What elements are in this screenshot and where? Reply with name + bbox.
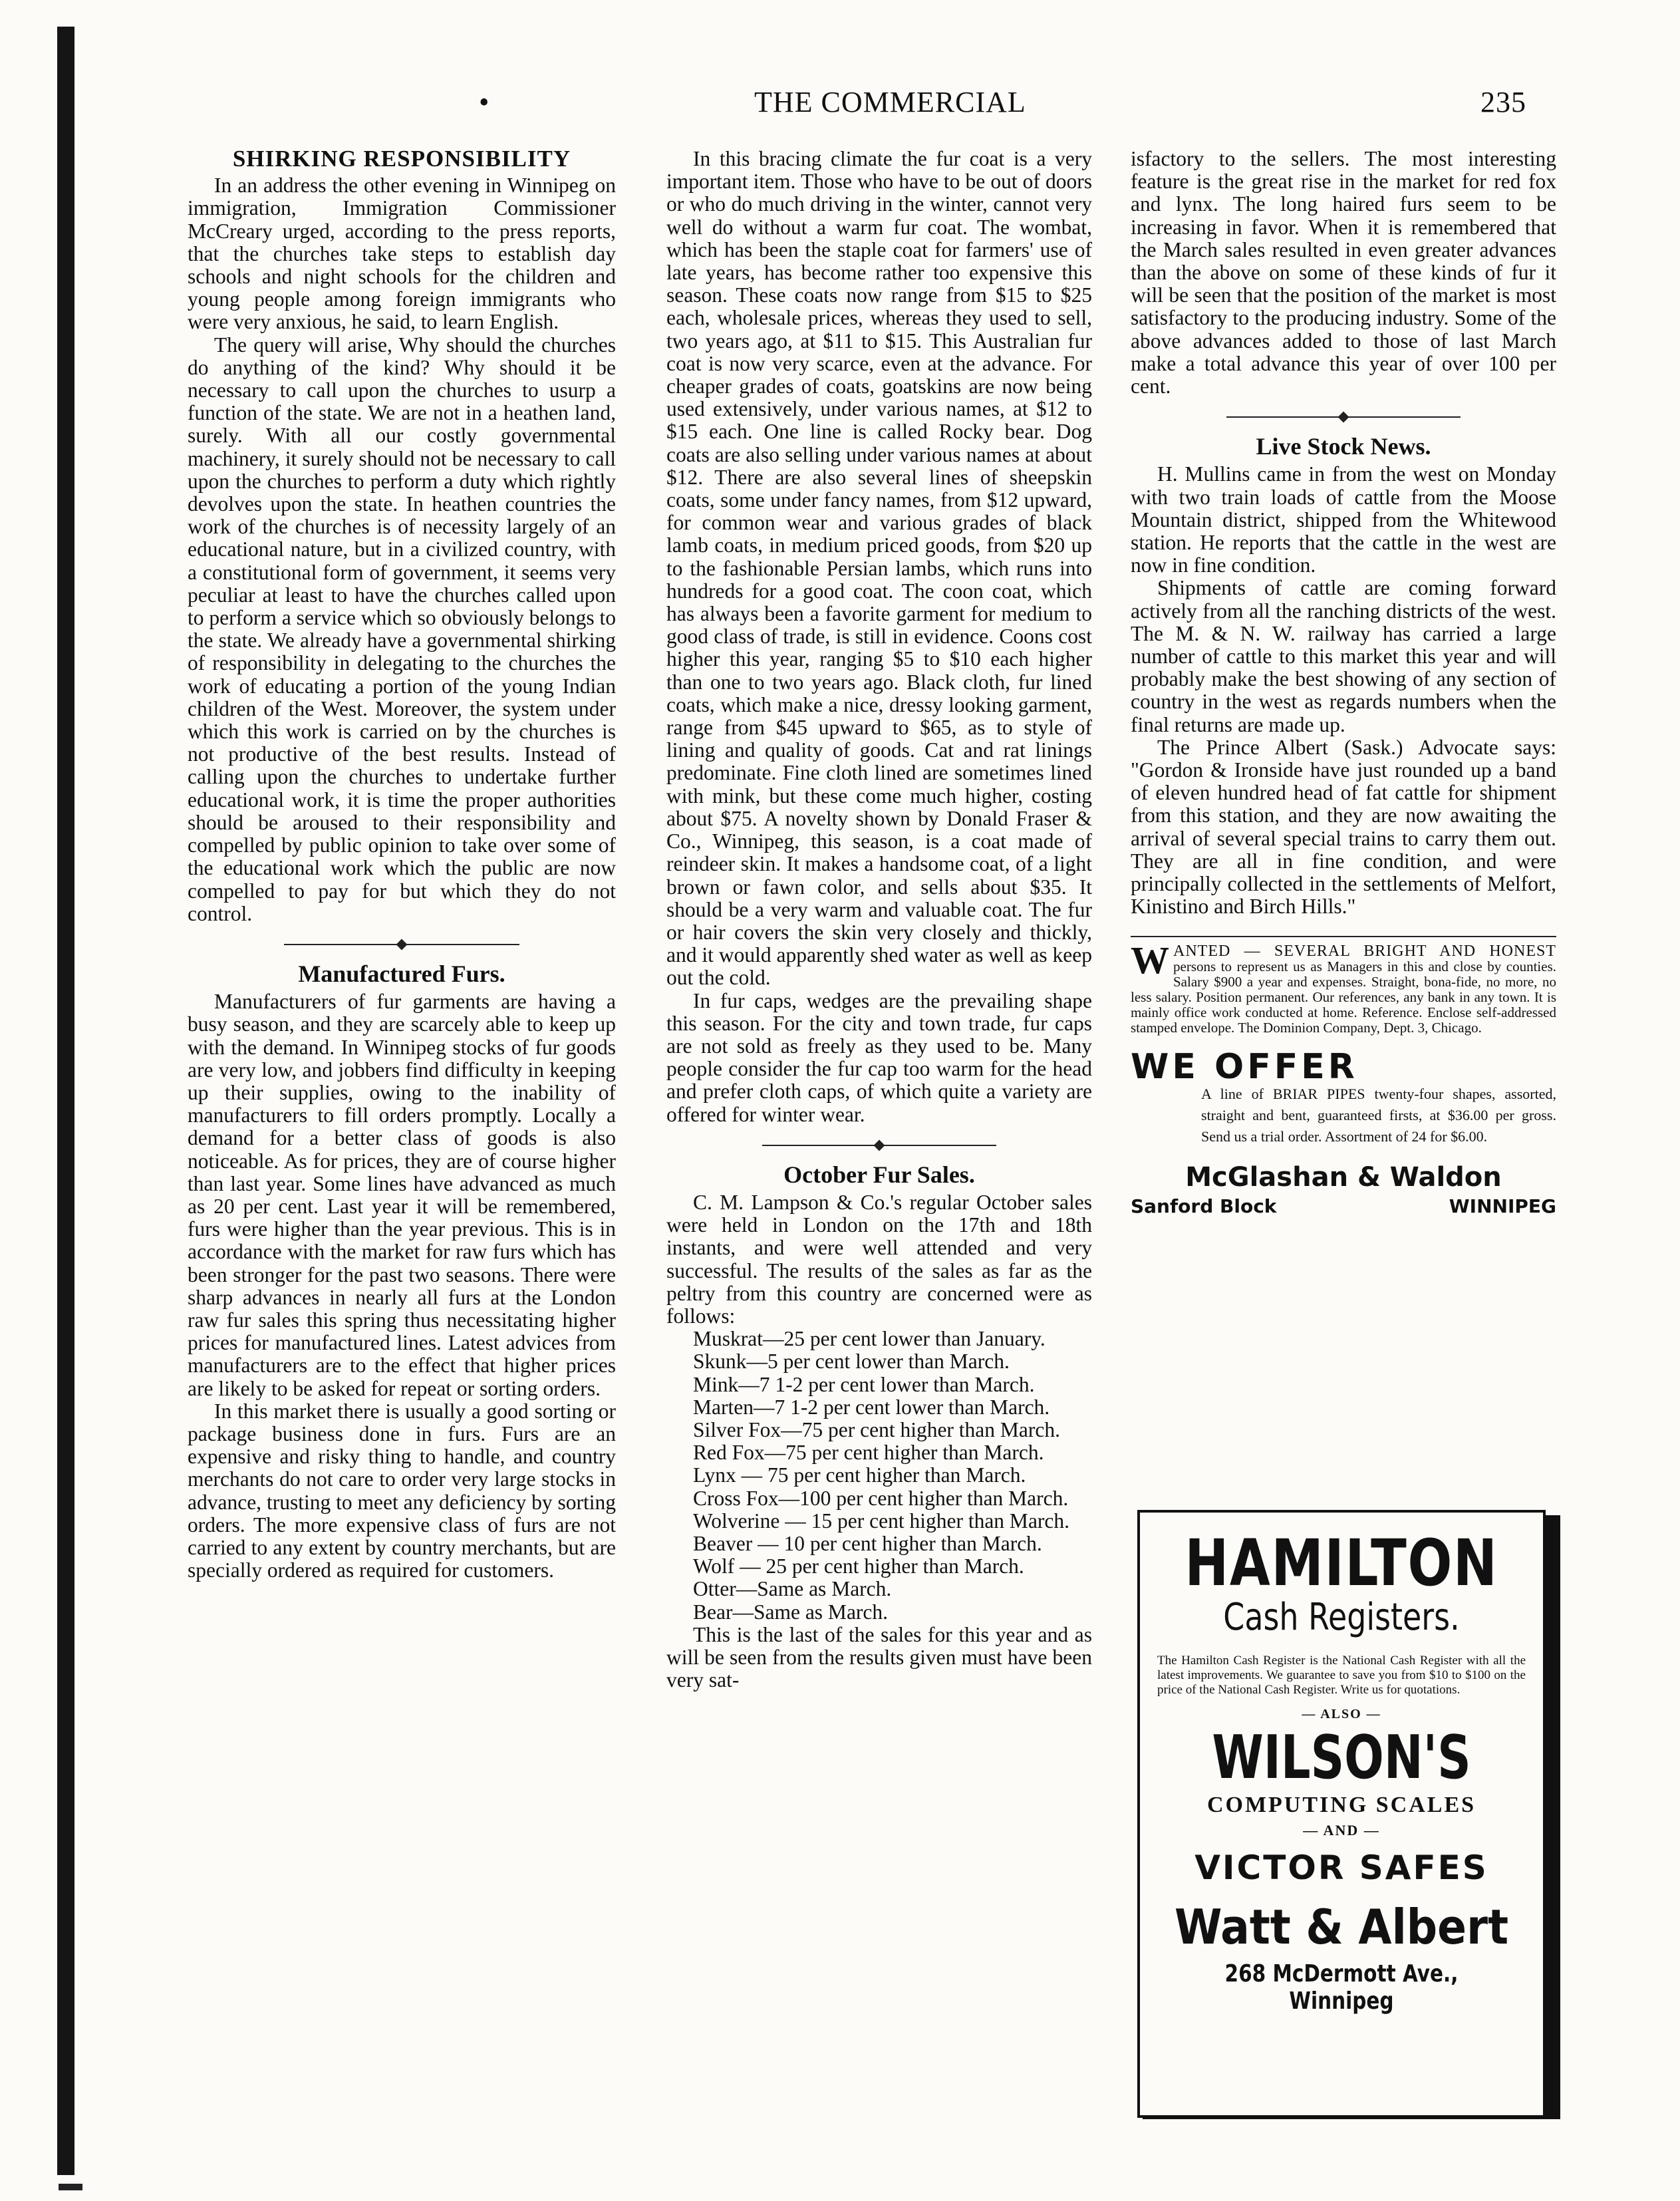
article-heading-shirking: SHIRKING RESPONSIBILITY — [232, 146, 571, 172]
firm-city: WINNIPEG — [1449, 1195, 1556, 1217]
list-item: Red Fox—75 per cent higher than March. — [693, 1441, 1044, 1465]
header-bullet: • — [479, 86, 490, 118]
paragraph: Shipments of cattle are coming forward actively from all the ranching districts of the west. The M. & N. W. railway has carried a large number of cattle to this market this year and will probably make the best showing of any section of country in the west as regards numbers when the final returns are made up. — [1131, 576, 1556, 736]
ad-address: 268 McDermott Ave., Winnipeg — [1224, 1960, 1459, 2015]
firm-name: McGlashan & Waldon — [1185, 1161, 1502, 1193]
column-3 — [1131, 148, 1556, 1218]
list-item: Bear—Same as March. — [693, 1600, 889, 1624]
paragraph: In an address the other evening in Winnipeg on immigration, Immigration Commissioner McCreary urged, according to the press reports, that the churches take steps to establish day schools and night schools for the children and young people among foreign immigrants who were very anxious, he said, to learn English. — [188, 174, 616, 334]
paragraph: The Prince Albert (Sask.) Advocate says: "Gordon & Ironside have just rounded up a band of eleven hundred head of fat cattle for shipment from this station, and they are now awaiting the arrival of several special trains to carry them out. They are all in fine condition, and were principally collected in the settlements of Melfort, Kinistino and Birch Hills." — [1131, 735, 1556, 919]
paragraph: Manufacturers of fur garments are having a busy season, and they are scarcely able to keep up with the demand. In Winnipeg stocks of fur goods are very low, and jobbers find difficulty in keeping up their supplies, owing to the inability of manufacturers to fill orders promptly. Locally a demand for a better class of goods is also noticeable. As for prices, they are of course higher than last year. Some lines have advanced as much as 20 per cent. Last year it will be remembered, furs were higher than the year previous. This is in accordance with the market for raw furs which has been stronger for the past two seasons. There were sharp advances in nearly all furs at the London raw fur sales this spring thus necessitating higher prices for manufactured lines. Latest advices from manufacturers are to the effect that higher prices are likely to be asked for repeat or sorting orders. — [188, 990, 616, 1400]
ad-product: Cash Registers. — [1223, 1596, 1460, 1639]
list-item: Mink—7 1-2 per cent lower than March. — [693, 1372, 1035, 1396]
paragraph: This is the last of the sales for this year and as will be seen from the results given must have been very sat- — [666, 1622, 1092, 1692]
paragraph: In fur caps, wedges are the prevailing shape this season. For the city and town trade, fur caps are not sold as freely as they used to be. Many people consider the fur cap too warm for the head and prefer cloth caps, of which quite a variety are offered for winter wear. — [666, 988, 1092, 1126]
ad-brand-2: WILSON'S — [1212, 1723, 1471, 1793]
paragraph: H. Mullins came in from the west on Monday with two train loads of cattle from the Moose Mountain district, shipped from the Whitewood station. He reports that the cattle in the west are now in fine condition. — [1131, 462, 1556, 577]
article-heading-october-fur-sales: October Fur Sales. — [783, 1161, 975, 1188]
offer-text: A line of BRIAR PIPES twenty-four shapes, assorted, straight and bent, guaranteed firsts, at $36.00 per gross. Send us a trial order. Assortment of 24 for $6.00. — [1201, 1085, 1556, 1145]
hamilton-advertisement — [1137, 1510, 1546, 2118]
offer-heading: WE OFFER — [1131, 1046, 1358, 1087]
article-heading-live-stock-news: Live Stock News. — [1256, 433, 1431, 460]
ad-also: — ALSO — — [1302, 1707, 1381, 1721]
list-item: Beaver — 10 per cent higher than March. — [693, 1531, 1042, 1555]
page-corner-mark — [59, 2184, 82, 2190]
wanted-caps: ANTED — SEVERAL BRIGHT AND HONEST — [1173, 942, 1556, 960]
ad-brand: HAMILTON — [1185, 1526, 1498, 1600]
paragraph: C. M. Lampson & Co.'s regular October sales were held in London on the 17th and 18th instants, and were well attended and very successful. The results of the sales as far as the peltry from this country are concerned were as follows: — [666, 1190, 1092, 1328]
wanted-text: persons to represent us as Managers in this and close by counties. Salary $900 a year and expenses. Straight, bona-fide, no more, no less salary. Position permanent. Our references, any bank in any town. It is mainly office work conducted at home. Reference. Enclose self-addressed stamped envelope. The Dominion Company, Dept. 3, Chicago. — [1131, 958, 1556, 1036]
ad-product-2: COMPUTING SCALES — [1206, 1793, 1476, 1817]
ad-company: Watt & Albert — [1174, 1899, 1509, 1955]
section-divider — [1226, 416, 1461, 418]
list-item: Muskrat—25 per cent lower than January. — [693, 1327, 1046, 1351]
ad-and: — AND — — [1303, 1822, 1380, 1838]
page-binding-edge — [57, 27, 74, 2175]
paragraph: The query will arise, Why should the churches do anything of the kind? Why should it be necessary to call upon the churches to usurp a function of the state. We are not in a heathen land, surely. With all our costly governmental machinery, it surely should not be necessary to call upon the churches to perform a duty which rightly devolves upon the state. In heathen countries the work of the churches is of necessity largely of an educational nature, but in a civilized country, with a constitutional form of government, it seems very peculiar at least to have the churches called upon to perform a service which so obviously belongs to the state. We already have a governmental shirking of responsibility in delegating to the churches the work of educating a portion of the young Indian children of the West. Moreover, the system under which this work is carried on by the churches is not productive of the best results. Instead of calling upon the churches to undertake further educational work, it is time the proper authorities should be aroused to their responsibility and compelled by public opinion to take over some of the educational work which the public are now compelled to pay for but which they do not control. — [188, 333, 616, 925]
fur-sales-list — [666, 1328, 1092, 1624]
list-item: Silver Fox—75 per cent higher than March. — [693, 1417, 1060, 1441]
paragraph: In this bracing climate the fur coat is a very important item. Those who have to be out of doors or who do much driving in the winter, cannot very well do without a warm fur coat. The wombat, which has been the staple coat for farmers' use of late years, has become rather too expensive this season. These coats now range from $15 to $25 each, wholesale prices, whereas they used to sell, two years ago, at $11 to $15. This Australian fur coat is now very scarce, even at the advance. For cheaper grades of coats, goatskins are now being used extensively, under various names, at $12 to $15 each. One line is called Rocky bear. Dog coats are also selling under various names at about $12. There are also several lines of sheepskin coats, some under fancy names, from $12 upward, for common wear and various grades of black lamb coats, in medium priced goods, from $20 up to the fashionable Persian lambs, which runs into hundreds for a good coat. The coon coat, which has always been a favorite garment for medium to good class of trade, is still in evidence. Coons cost higher this year, ranging $5 to $10 each higher than one to two years ago. Black cloth, fur lined coats, which make a nice, dressy looking garment, range from $45 upward to $65, as to style of lining and quality of goods. Cat and rat linings predominate. Fine cloth lined are sometimes lined with mink, but these come much higher, costing about $75. A novelty shown by Donald Fraser & Co., Winnipeg, this season, is a coat made of reindeer skin. It makes a handsome coat, of a light brown or fawn color, and sells about $35. It should be a very warm and valuable coat. The fur or hair covers the skin very closely and thickly, and it would apparently shed water as well as keep out the cold. — [666, 147, 1092, 990]
section-divider — [762, 1145, 996, 1146]
list-item: Cross Fox—100 per cent higher than March. — [693, 1486, 1069, 1510]
column-1 — [188, 148, 616, 1582]
list-item: Lynx — 75 per cent higher than March. — [693, 1463, 1026, 1487]
paragraph: isfactory to the sellers. The most interesting feature is the great rise in the market for red fox and lynx. The long haired furs seem to be increasing in favor. When it is remembered that the March sales resulted in even greater advances than the above on some of these kinds of fur it will be seen that the position of the market is most satisfactory to the producing industry. Some of the above advances added to those of last March make a total advance this year of over 100 per cent. — [1131, 147, 1556, 398]
wanted-advertisement — [1131, 936, 1556, 1036]
page-number: 235 — [1480, 86, 1526, 118]
article-heading-manufactured-furs: Manufactured Furs. — [298, 960, 505, 987]
ad-product-3: VICTOR SAFES — [1194, 1848, 1488, 1887]
section-divider — [284, 944, 519, 945]
list-item: Otter—Same as March. — [693, 1577, 892, 1601]
publication-title: THE COMMERCIAL — [754, 86, 1026, 118]
list-item: Wolf — 25 per cent higher than March. — [693, 1554, 1024, 1578]
firm-address — [1131, 1195, 1556, 1218]
firm-block: Sanford Block — [1131, 1195, 1277, 1217]
drop-cap: W — [1131, 938, 1169, 982]
list-item: Wolverine — 15 per cent higher than March. — [693, 1509, 1070, 1533]
paragraph: In this market there is usually a good sorting or package business done in furs. Furs are an expensive and risky thing to handle, and country merchants do not care to order very large stocks in advance, trusting to meet any deficiency by sorting orders. The more expensive class of furs are not carried to any extent by country merchants, but are specially ordered as required for customers. — [188, 1399, 616, 1582]
ad-body: The Hamilton Cash Register is the National Cash Register with all the latest improvements. We guarantee to save you from $10 to $100 on the price of the National Cash Register. Write us for quotations. — [1157, 1654, 1526, 1697]
list-item: Skunk—5 per cent lower than March. — [693, 1350, 1010, 1374]
list-item: Marten—7 1-2 per cent lower than March. — [693, 1395, 1050, 1419]
column-2 — [666, 148, 1092, 1691]
